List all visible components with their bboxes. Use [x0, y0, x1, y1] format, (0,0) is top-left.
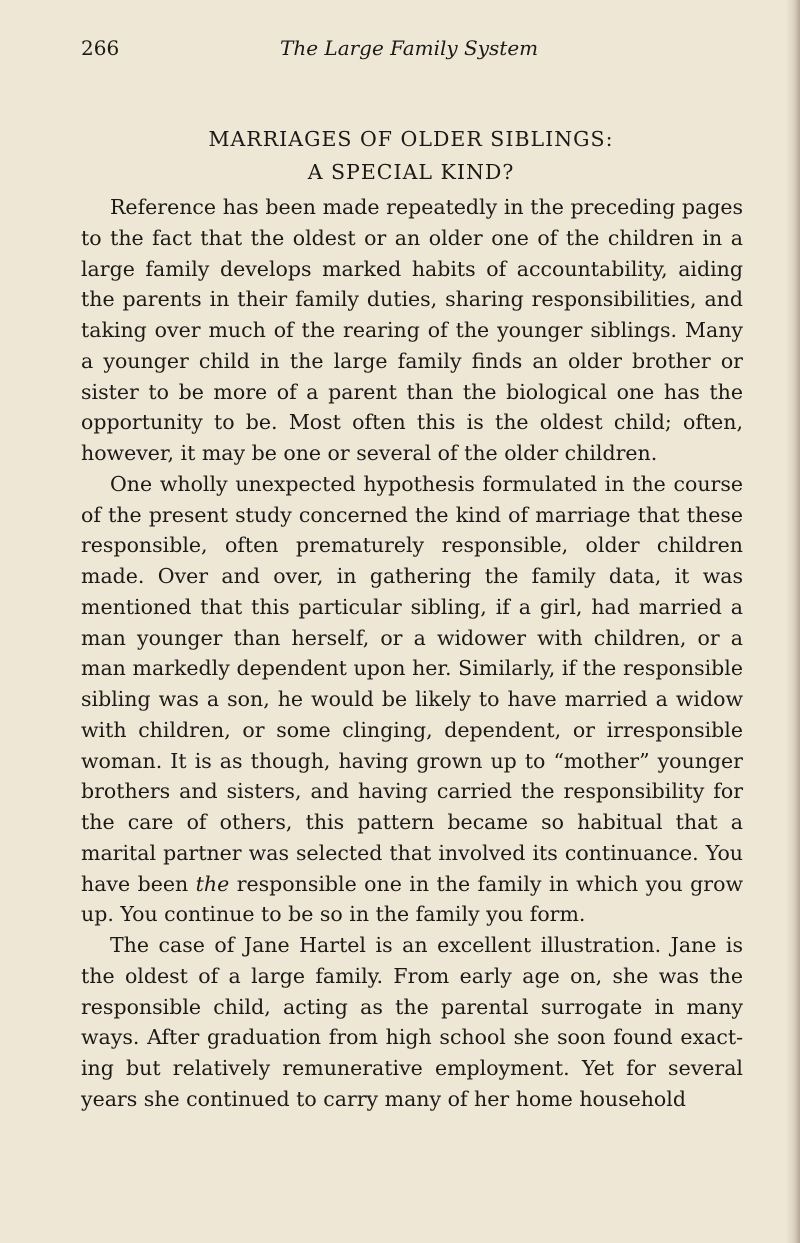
page-number: 266 [81, 36, 120, 60]
paragraph-3: The case of Jane Hartel is an excellent illustration. Jane is the oldest of a large family. From early age on, she was the responsible child, acting as the parental surrogate in many ways. After graduation from high school she soon found exacting but relatively remunerative employment. Yet for several years she continued to carry many of her home household [81, 933, 743, 1111]
paragraph-2 [81, 469, 743, 930]
section-heading-line-1: MARRIAGES OF OLDER SIBLINGS: [208, 127, 614, 151]
section-heading-line-2: A SPECIAL KIND? [307, 160, 515, 184]
paragraph-1: Reference has been made repeatedly in the preceding pages to the fact that the oldest or an older one of the children in a large family develops marked habits of accountability, aiding the parents in their family duties, sharing responsibilities, and taking over much of the rearing of the younger siblings. Many a younger child in the large family finds an older brother or sister to be more of a parent than the biological one has the opportunity to be. Most often this is the oldest child; often, however, it may be one or several of the older children. [81, 195, 743, 465]
paragraph-2-emphasis: the [195, 871, 230, 896]
running-title: The Large Family System [280, 36, 539, 60]
body-text [81, 192, 743, 1115]
section-heading [81, 123, 741, 189]
paragraph-2-end: responsible one in the family in which you grow up. You continue to be so in the family you form. [81, 871, 743, 927]
page-edge-shadow [786, 0, 800, 1243]
paragraph-2-text: One wholly unexpected hypothesis formulated in the course of the present study concerned the kind of marriage that these responsible, often prematurely responsible, older children made. Over and over, in gathering the family data, it was mentioned that this particular sibling, if a girl, had married a man younger than herself, or a widower with children, or a man markedly dependent upon her. Similarly, if the responsible sibling was a son, he would be likely to have married a widow with children, or some clinging, dependent, or irresponsible woman. It is as though, having grown up to “mother” younger brothers and sisters, and having carried the responsibility for the care of others, this pattern became so habitual that a marital partner was selected that involved its continuance. You have been [81, 471, 743, 896]
running-head [81, 36, 741, 64]
